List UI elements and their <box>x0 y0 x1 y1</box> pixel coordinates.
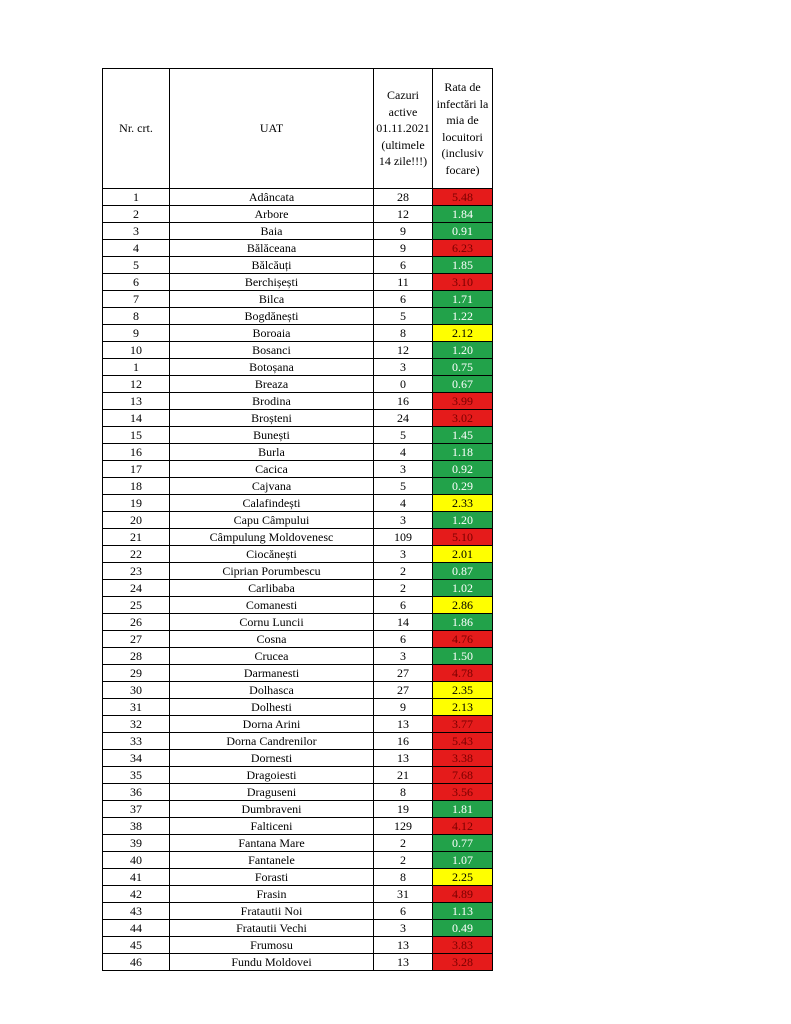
table-row <box>103 410 493 427</box>
row-cases-cell: 12 <box>374 206 433 223</box>
row-cases-cell: 13 <box>374 937 433 954</box>
infection-rate-table <box>102 68 493 971</box>
row-uat-cell: Falticeni <box>170 818 374 835</box>
table-row <box>103 750 493 767</box>
row-cases-cell: 3 <box>374 648 433 665</box>
row-nr-cell: 27 <box>103 631 170 648</box>
row-cases-cell: 9 <box>374 240 433 257</box>
table-row <box>103 614 493 631</box>
row-cases-cell: 8 <box>374 869 433 886</box>
row-cases-cell: 109 <box>374 529 433 546</box>
table-row <box>103 869 493 886</box>
row-nr-cell: 46 <box>103 954 170 971</box>
row-nr-cell: 17 <box>103 461 170 478</box>
row-nr-cell: 45 <box>103 937 170 954</box>
table-row <box>103 597 493 614</box>
row-rate-cell: 1.18 <box>433 444 493 461</box>
row-cases-cell: 3 <box>374 546 433 563</box>
row-nr-cell: 42 <box>103 886 170 903</box>
table-row <box>103 563 493 580</box>
row-cases-cell: 14 <box>374 614 433 631</box>
row-cases-cell: 3 <box>374 512 433 529</box>
row-nr-cell: 44 <box>103 920 170 937</box>
row-uat-cell: Calafindești <box>170 495 374 512</box>
row-rate-cell: 2.86 <box>433 597 493 614</box>
row-uat-cell: Ciprian Porumbescu <box>170 563 374 580</box>
row-uat-cell: Dornesti <box>170 750 374 767</box>
row-rate-cell: 7.68 <box>433 767 493 784</box>
table-row <box>103 444 493 461</box>
row-rate-cell: 1.13 <box>433 903 493 920</box>
row-uat-cell: Frumosu <box>170 937 374 954</box>
row-uat-cell: Ciocănești <box>170 546 374 563</box>
row-nr-cell: 2 <box>103 206 170 223</box>
row-cases-cell: 31 <box>374 886 433 903</box>
row-nr-cell: 22 <box>103 546 170 563</box>
row-cases-cell: 5 <box>374 308 433 325</box>
table-row <box>103 818 493 835</box>
row-rate-cell: 0.87 <box>433 563 493 580</box>
table-row <box>103 257 493 274</box>
row-cases-cell: 0 <box>374 376 433 393</box>
row-nr-cell: 14 <box>103 410 170 427</box>
row-cases-cell: 11 <box>374 274 433 291</box>
row-cases-cell: 2 <box>374 835 433 852</box>
table-row <box>103 767 493 784</box>
header-row <box>103 69 493 189</box>
row-cases-cell: 6 <box>374 597 433 614</box>
row-rate-cell: 2.12 <box>433 325 493 342</box>
row-nr-cell: 24 <box>103 580 170 597</box>
row-nr-cell: 8 <box>103 308 170 325</box>
row-cases-cell: 16 <box>374 733 433 750</box>
row-nr-cell: 20 <box>103 512 170 529</box>
row-uat-cell: Dorna Candrenilor <box>170 733 374 750</box>
row-uat-cell: Burla <box>170 444 374 461</box>
row-rate-cell: 5.10 <box>433 529 493 546</box>
row-cases-cell: 12 <box>374 342 433 359</box>
row-rate-cell: 3.10 <box>433 274 493 291</box>
row-rate-cell: 0.77 <box>433 835 493 852</box>
row-nr-cell: 33 <box>103 733 170 750</box>
table-body <box>103 189 493 971</box>
row-rate-cell: 2.25 <box>433 869 493 886</box>
row-nr-cell: 43 <box>103 903 170 920</box>
row-cases-cell: 3 <box>374 461 433 478</box>
row-nr-cell: 28 <box>103 648 170 665</box>
row-nr-cell: 21 <box>103 529 170 546</box>
row-nr-cell: 10 <box>103 342 170 359</box>
row-uat-cell: Cornu Luncii <box>170 614 374 631</box>
row-rate-cell: 4.89 <box>433 886 493 903</box>
row-rate-cell: 3.38 <box>433 750 493 767</box>
row-nr-cell: 40 <box>103 852 170 869</box>
row-uat-cell: Dolhesti <box>170 699 374 716</box>
row-uat-cell: Dorna Arini <box>170 716 374 733</box>
table-row <box>103 291 493 308</box>
row-nr-cell: 16 <box>103 444 170 461</box>
row-uat-cell: Dragoiesti <box>170 767 374 784</box>
row-nr-cell: 39 <box>103 835 170 852</box>
row-rate-cell: 3.83 <box>433 937 493 954</box>
table-row <box>103 461 493 478</box>
row-rate-cell: 1.22 <box>433 308 493 325</box>
table-row <box>103 546 493 563</box>
table-row <box>103 716 493 733</box>
row-nr-cell: 15 <box>103 427 170 444</box>
table-row <box>103 206 493 223</box>
row-uat-cell: Bilca <box>170 291 374 308</box>
row-uat-cell: Bogdănești <box>170 308 374 325</box>
table-row <box>103 393 493 410</box>
table-row <box>103 954 493 971</box>
row-cases-cell: 5 <box>374 478 433 495</box>
row-uat-cell: Brodina <box>170 393 374 410</box>
table-row <box>103 937 493 954</box>
row-nr-cell: 32 <box>103 716 170 733</box>
row-cases-cell: 6 <box>374 631 433 648</box>
row-nr-cell: 26 <box>103 614 170 631</box>
table-row <box>103 308 493 325</box>
row-cases-cell: 28 <box>374 189 433 206</box>
row-rate-cell: 4.12 <box>433 818 493 835</box>
row-cases-cell: 4 <box>374 495 433 512</box>
row-uat-cell: Bălcăuți <box>170 257 374 274</box>
row-uat-cell: Breaza <box>170 376 374 393</box>
row-rate-cell: 2.13 <box>433 699 493 716</box>
table-row <box>103 631 493 648</box>
row-rate-cell: 1.81 <box>433 801 493 818</box>
row-cases-cell: 9 <box>374 223 433 240</box>
row-rate-cell: 2.33 <box>433 495 493 512</box>
row-rate-cell: 3.28 <box>433 954 493 971</box>
row-uat-cell: Fantana Mare <box>170 835 374 852</box>
row-uat-cell: Cacica <box>170 461 374 478</box>
row-rate-cell: 2.35 <box>433 682 493 699</box>
table-row <box>103 733 493 750</box>
row-uat-cell: Fratautii Noi <box>170 903 374 920</box>
table-row <box>103 903 493 920</box>
row-rate-cell: 1.45 <box>433 427 493 444</box>
row-rate-cell: 1.20 <box>433 512 493 529</box>
row-rate-cell: 1.20 <box>433 342 493 359</box>
header-infection-rate: Rata de infectări la mia de locuitori (inclusiv focare) <box>433 69 493 189</box>
row-uat-cell: Cosna <box>170 631 374 648</box>
row-uat-cell: Crucea <box>170 648 374 665</box>
table-row <box>103 189 493 206</box>
row-cases-cell: 2 <box>374 852 433 869</box>
row-nr-cell: 7 <box>103 291 170 308</box>
row-nr-cell: 1 <box>103 359 170 376</box>
row-uat-cell: Berchișești <box>170 274 374 291</box>
row-uat-cell: Cajvana <box>170 478 374 495</box>
row-uat-cell: Broșteni <box>170 410 374 427</box>
row-nr-cell: 41 <box>103 869 170 886</box>
row-nr-cell: 6 <box>103 274 170 291</box>
row-cases-cell: 3 <box>374 920 433 937</box>
table-row <box>103 699 493 716</box>
row-nr-cell: 5 <box>103 257 170 274</box>
table-row <box>103 478 493 495</box>
row-uat-cell: Boroaia <box>170 325 374 342</box>
row-cases-cell: 5 <box>374 427 433 444</box>
row-uat-cell: Fundu Moldovei <box>170 954 374 971</box>
row-nr-cell: 25 <box>103 597 170 614</box>
row-nr-cell: 31 <box>103 699 170 716</box>
row-uat-cell: Bălăceana <box>170 240 374 257</box>
row-nr-cell: 19 <box>103 495 170 512</box>
table-row <box>103 529 493 546</box>
row-rate-cell: 2.01 <box>433 546 493 563</box>
row-uat-cell: Capu Câmpului <box>170 512 374 529</box>
row-rate-cell: 6.23 <box>433 240 493 257</box>
row-rate-cell: 3.99 <box>433 393 493 410</box>
row-rate-cell: 3.02 <box>433 410 493 427</box>
table-row <box>103 495 493 512</box>
row-rate-cell: 4.76 <box>433 631 493 648</box>
row-rate-cell: 0.91 <box>433 223 493 240</box>
row-cases-cell: 16 <box>374 393 433 410</box>
row-nr-cell: 30 <box>103 682 170 699</box>
table-row <box>103 835 493 852</box>
row-cases-cell: 2 <box>374 580 433 597</box>
row-cases-cell: 13 <box>374 716 433 733</box>
header-active-cases: Cazuri active 01.11.2021 (ultimele 14 zile!!!) <box>374 69 433 189</box>
row-uat-cell: Câmpulung Moldovenesc <box>170 529 374 546</box>
row-uat-cell: Bunești <box>170 427 374 444</box>
row-cases-cell: 13 <box>374 750 433 767</box>
table-row <box>103 852 493 869</box>
table-row <box>103 342 493 359</box>
row-rate-cell: 1.02 <box>433 580 493 597</box>
row-nr-cell: 34 <box>103 750 170 767</box>
table-row <box>103 801 493 818</box>
row-cases-cell: 21 <box>374 767 433 784</box>
row-nr-cell: 18 <box>103 478 170 495</box>
row-nr-cell: 38 <box>103 818 170 835</box>
table-row <box>103 325 493 342</box>
row-uat-cell: Frasin <box>170 886 374 903</box>
table-row <box>103 359 493 376</box>
row-nr-cell: 9 <box>103 325 170 342</box>
row-uat-cell: Fantanele <box>170 852 374 869</box>
table-row <box>103 427 493 444</box>
row-uat-cell: Adâncata <box>170 189 374 206</box>
row-cases-cell: 24 <box>374 410 433 427</box>
row-uat-cell: Dumbraveni <box>170 801 374 818</box>
row-rate-cell: 4.78 <box>433 665 493 682</box>
row-nr-cell: 13 <box>103 393 170 410</box>
row-cases-cell: 8 <box>374 784 433 801</box>
row-nr-cell: 36 <box>103 784 170 801</box>
table-row <box>103 886 493 903</box>
row-uat-cell: Fratautii Vechi <box>170 920 374 937</box>
table-row <box>103 665 493 682</box>
table-row <box>103 784 493 801</box>
row-rate-cell: 1.85 <box>433 257 493 274</box>
row-cases-cell: 129 <box>374 818 433 835</box>
table-row <box>103 580 493 597</box>
row-cases-cell: 4 <box>374 444 433 461</box>
row-rate-cell: 0.75 <box>433 359 493 376</box>
row-cases-cell: 3 <box>374 359 433 376</box>
header-nr: Nr. crt. <box>103 69 170 189</box>
row-nr-cell: 3 <box>103 223 170 240</box>
row-rate-cell: 0.67 <box>433 376 493 393</box>
row-rate-cell: 1.50 <box>433 648 493 665</box>
row-uat-cell: Comanesti <box>170 597 374 614</box>
row-cases-cell: 27 <box>374 665 433 682</box>
row-rate-cell: 3.56 <box>433 784 493 801</box>
row-nr-cell: 35 <box>103 767 170 784</box>
row-rate-cell: 3.77 <box>433 716 493 733</box>
header-uat: UAT <box>170 69 374 189</box>
table-row <box>103 376 493 393</box>
row-cases-cell: 6 <box>374 291 433 308</box>
table-row <box>103 648 493 665</box>
table-row <box>103 920 493 937</box>
row-rate-cell: 1.07 <box>433 852 493 869</box>
row-cases-cell: 6 <box>374 257 433 274</box>
row-nr-cell: 23 <box>103 563 170 580</box>
row-nr-cell: 29 <box>103 665 170 682</box>
row-cases-cell: 13 <box>374 954 433 971</box>
row-nr-cell: 4 <box>103 240 170 257</box>
row-rate-cell: 1.86 <box>433 614 493 631</box>
row-uat-cell: Darmanesti <box>170 665 374 682</box>
row-uat-cell: Bosanci <box>170 342 374 359</box>
row-uat-cell: Carlibaba <box>170 580 374 597</box>
table-row <box>103 240 493 257</box>
row-cases-cell: 8 <box>374 325 433 342</box>
row-rate-cell: 5.43 <box>433 733 493 750</box>
row-nr-cell: 12 <box>103 376 170 393</box>
table-row <box>103 274 493 291</box>
row-uat-cell: Dolhasca <box>170 682 374 699</box>
row-cases-cell: 27 <box>374 682 433 699</box>
row-rate-cell: 0.29 <box>433 478 493 495</box>
row-cases-cell: 6 <box>374 903 433 920</box>
row-rate-cell: 0.92 <box>433 461 493 478</box>
table-row <box>103 512 493 529</box>
row-uat-cell: Arbore <box>170 206 374 223</box>
row-cases-cell: 2 <box>374 563 433 580</box>
row-nr-cell: 1 <box>103 189 170 206</box>
row-uat-cell: Forasti <box>170 869 374 886</box>
row-uat-cell: Draguseni <box>170 784 374 801</box>
row-rate-cell: 0.49 <box>433 920 493 937</box>
row-nr-cell: 37 <box>103 801 170 818</box>
row-rate-cell: 1.84 <box>433 206 493 223</box>
row-uat-cell: Baia <box>170 223 374 240</box>
row-cases-cell: 19 <box>374 801 433 818</box>
row-uat-cell: Botoșana <box>170 359 374 376</box>
row-cases-cell: 9 <box>374 699 433 716</box>
row-rate-cell: 1.71 <box>433 291 493 308</box>
row-rate-cell: 5.48 <box>433 189 493 206</box>
table-row <box>103 223 493 240</box>
table-row <box>103 682 493 699</box>
